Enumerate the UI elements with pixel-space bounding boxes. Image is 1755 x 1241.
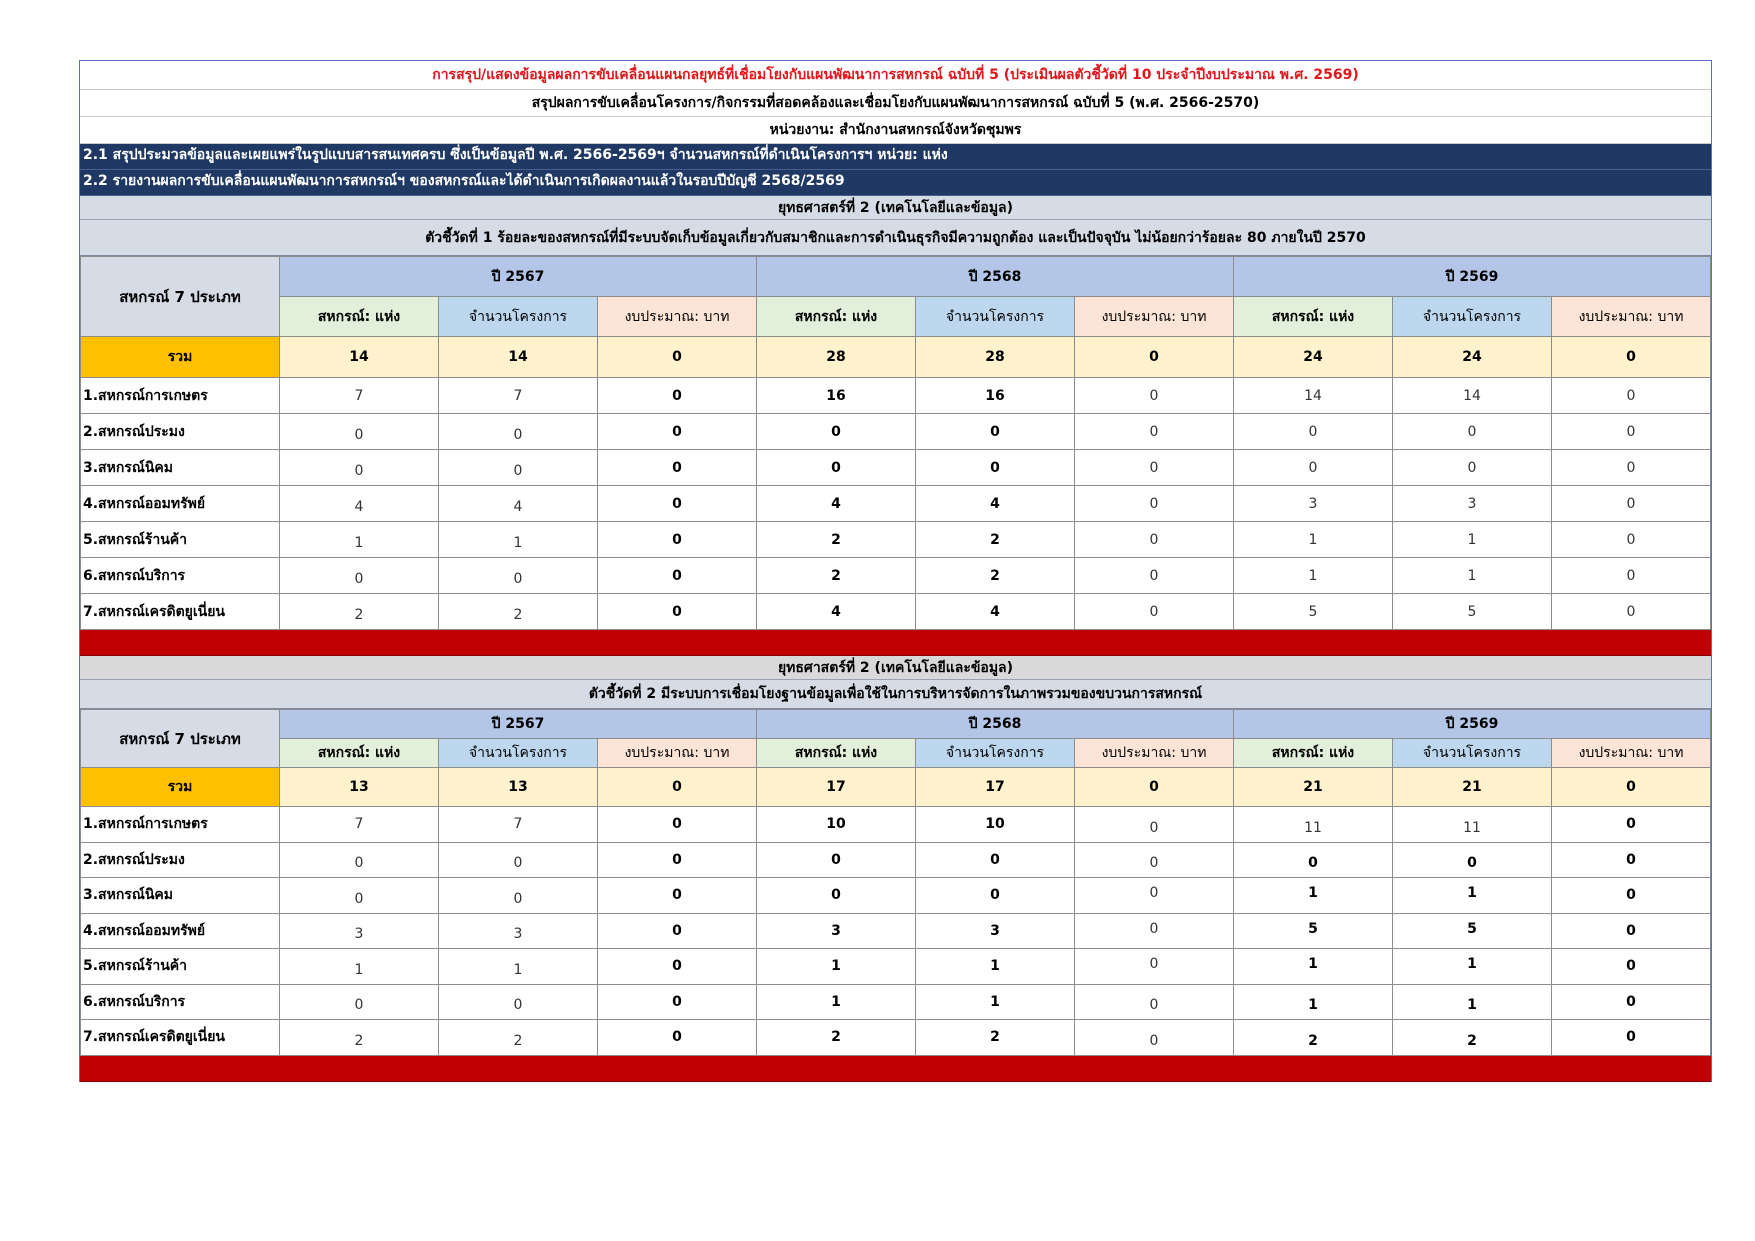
value-cell: 0 (757, 842, 916, 878)
value-cell: 0 (1393, 414, 1552, 450)
value-cell: 0 (280, 450, 439, 486)
value-cell: 0 (1075, 913, 1234, 949)
value-cell: 1 (1234, 558, 1393, 594)
value-cell: 5 (1234, 594, 1393, 630)
value-cell: 0 (1075, 878, 1234, 914)
value-cell: 3 (1234, 486, 1393, 522)
total-cell: 21 (1234, 768, 1393, 807)
value-cell: 2 (280, 594, 439, 630)
value-cell: 0 (1393, 842, 1552, 878)
sub-header-budget: งบประมาณ: บาท (1552, 297, 1711, 337)
value-cell: 0 (1552, 378, 1711, 414)
value-cell: 0 (1552, 878, 1711, 914)
coop-type-label: 7.สหกรณ์เครดิตยูเนี่ยน (81, 594, 280, 630)
section-divider-2 (80, 1056, 1711, 1082)
total-cell: 0 (598, 768, 757, 807)
total-cell: 14 (280, 337, 439, 378)
value-cell: 0 (1552, 949, 1711, 985)
value-cell: 2 (757, 522, 916, 558)
value-cell: 1 (280, 522, 439, 558)
value-cell: 5 (1234, 913, 1393, 949)
value-cell: 0 (598, 414, 757, 450)
table-row (81, 558, 1711, 594)
value-cell: 0 (598, 486, 757, 522)
coop-type-label: 4.สหกรณ์ออมทรัพย์ (81, 913, 280, 949)
value-cell: 0 (1075, 450, 1234, 486)
strategy-heading-2: ยุทธศาสตร์ที่ 2 (เทคโนโลยีและข้อมูล) (80, 656, 1711, 680)
value-cell: 4 (757, 594, 916, 630)
note-2-1: 2.1 สรุปประมวลข้อมูลและเผยแพร่ในรูปแบบสารสนเทศครบ ซึ่งเป็นข้อมูลปี พ.ศ. 2566-2569ฯ จำนวนสหกรณ์ที่ดำเนินโครงการฯ หน่วย: แห่ง (80, 144, 1711, 170)
value-cell: 0 (1075, 949, 1234, 985)
value-cell: 5 (1393, 913, 1552, 949)
type-column-header: สหกรณ์ 7 ประเภท (81, 710, 280, 768)
value-cell: 0 (1075, 558, 1234, 594)
value-cell: 0 (1075, 842, 1234, 878)
value-cell: 0 (598, 1020, 757, 1056)
value-cell: 0 (439, 558, 598, 594)
value-cell: 4 (280, 486, 439, 522)
value-cell: 0 (439, 984, 598, 1020)
value-cell: 0 (280, 414, 439, 450)
value-cell: 11 (1234, 807, 1393, 843)
total-cell: 14 (439, 337, 598, 378)
total-cell: 13 (280, 768, 439, 807)
value-cell: 1 (1393, 984, 1552, 1020)
value-cell: 0 (1552, 414, 1711, 450)
value-cell: 14 (1393, 378, 1552, 414)
value-cell: 11 (1393, 807, 1552, 843)
coop-type-label: 3.สหกรณ์นิคม (81, 450, 280, 486)
year-header-2568: ปี 2568 (757, 710, 1234, 739)
report-title: การสรุป/แสดงข้อมูลผลการขับเคลื่อนแผนกลยุทธ์ที่เชื่อมโยงกับแผนพัฒนาการสหกรณ์ ฉบับที่ 5 (ประเมินผลตัวชี้วัดที่ 10 ประจำปีงบประมาณ พ.ศ. 2569) (80, 61, 1711, 90)
value-cell: 0 (1552, 984, 1711, 1020)
value-cell: 0 (280, 984, 439, 1020)
sub-header-budget: งบประมาณ: บาท (1075, 297, 1234, 337)
value-cell: 0 (1075, 594, 1234, 630)
total-cell: 0 (1552, 768, 1711, 807)
value-cell: 0 (598, 450, 757, 486)
value-cell: 10 (916, 807, 1075, 843)
value-cell: 0 (1075, 486, 1234, 522)
value-cell: 0 (1075, 378, 1234, 414)
value-cell: 2 (916, 1020, 1075, 1056)
value-cell: 0 (1075, 807, 1234, 843)
value-cell: 1 (280, 949, 439, 985)
value-cell: 3 (916, 913, 1075, 949)
value-cell: 14 (1234, 378, 1393, 414)
value-cell: 0 (757, 450, 916, 486)
sub-header-project-count: จำนวนโครงการ (916, 297, 1075, 337)
coop-type-label: 4.สหกรณ์ออมทรัพย์ (81, 486, 280, 522)
value-cell: 0 (598, 594, 757, 630)
year-header-2569: ปี 2569 (1234, 710, 1711, 739)
sub-header-project-count: จำนวนโครงการ (916, 739, 1075, 768)
value-cell: 1 (1234, 522, 1393, 558)
value-cell: 4 (439, 486, 598, 522)
sub-header-coop-count: สหกรณ์: แห่ง (757, 297, 916, 337)
value-cell: 10 (757, 807, 916, 843)
table-row (81, 842, 1711, 878)
table-row (81, 878, 1711, 914)
table-row (81, 594, 1711, 630)
coop-type-label: 7.สหกรณ์เครดิตยูเนี่ยน (81, 1020, 280, 1056)
value-cell: 1 (1393, 949, 1552, 985)
table-row (81, 486, 1711, 522)
value-cell: 7 (280, 378, 439, 414)
table-row (81, 1020, 1711, 1056)
value-cell: 2 (757, 558, 916, 594)
value-cell: 1 (1234, 878, 1393, 914)
value-cell: 0 (598, 913, 757, 949)
sub-header-budget: งบประมาณ: บาท (598, 739, 757, 768)
value-cell: 0 (280, 878, 439, 914)
kpi1-table (80, 256, 1711, 630)
value-cell: 2 (757, 1020, 916, 1056)
table-row (81, 522, 1711, 558)
value-cell: 0 (598, 949, 757, 985)
strategy-heading-1: ยุทธศาสตร์ที่ 2 (เทคโนโลยีและข้อมูล) (80, 196, 1711, 220)
value-cell: 0 (1552, 486, 1711, 522)
sub-header-coop-count: สหกรณ์: แห่ง (757, 739, 916, 768)
total-row (81, 768, 1711, 807)
value-cell: 1 (1393, 878, 1552, 914)
table-row (81, 414, 1711, 450)
value-cell: 0 (757, 878, 916, 914)
type-column-header: สหกรณ์ 7 ประเภท (81, 257, 280, 337)
total-cell: 13 (439, 768, 598, 807)
total-cell: 0 (1075, 768, 1234, 807)
coop-type-label: 2.สหกรณ์ประมง (81, 414, 280, 450)
year-header-2567: ปี 2567 (280, 257, 757, 297)
value-cell: 0 (598, 378, 757, 414)
value-cell: 1 (916, 984, 1075, 1020)
value-cell: 0 (1075, 984, 1234, 1020)
value-cell: 0 (1552, 558, 1711, 594)
sub-header-coop-count: สหกรณ์: แห่ง (1234, 297, 1393, 337)
value-cell: 0 (916, 450, 1075, 486)
kpi-heading-2: ตัวชี้วัดที่ 2 มีระบบการเชื่อมโยงฐานข้อมูลเพื่อใช้ในการบริหารจัดการในภาพรวมของขบวนการสหกรณ์ (80, 680, 1711, 709)
total-cell: 28 (916, 337, 1075, 378)
coop-type-label: 5.สหกรณ์ร้านค้า (81, 522, 280, 558)
table-row (81, 913, 1711, 949)
value-cell: 0 (598, 522, 757, 558)
total-label: รวม (81, 337, 280, 378)
value-cell: 1 (439, 949, 598, 985)
sub-header-coop-count: สหกรณ์: แห่ง (1234, 739, 1393, 768)
table-row (81, 807, 1711, 843)
value-cell: 0 (1075, 414, 1234, 450)
year-header-2569: ปี 2569 (1234, 257, 1711, 297)
sub-header-project-count: จำนวนโครงการ (439, 739, 598, 768)
year-header-2568: ปี 2568 (757, 257, 1234, 297)
value-cell: 3 (1393, 486, 1552, 522)
value-cell: 0 (1234, 842, 1393, 878)
total-label: รวม (81, 768, 280, 807)
value-cell: 2 (280, 1020, 439, 1056)
value-cell: 3 (280, 913, 439, 949)
value-cell: 0 (916, 842, 1075, 878)
kpi-heading-1: ตัวชี้วัดที่ 1 ร้อยละของสหกรณ์ที่มีระบบจัดเก็บข้อมูลเกี่ยวกับสมาชิกและการดำเนินธุรกิจมีความถูกต้อง และเป็นปัจจุบัน ไม่น้อยกว่าร้อยละ 80 ภายในปี 2570 (80, 220, 1711, 256)
value-cell: 1 (439, 522, 598, 558)
sub-header-coop-count: สหกรณ์: แห่ง (280, 297, 439, 337)
value-cell: 5 (1393, 594, 1552, 630)
agency-label: หน่วยงาน: สำนักงานสหกรณ์จังหวัดชุมพร (80, 117, 1711, 144)
value-cell: 1 (1234, 984, 1393, 1020)
coop-type-label: 6.สหกรณ์บริการ (81, 984, 280, 1020)
value-cell: 0 (598, 558, 757, 594)
kpi2-table (80, 709, 1711, 1056)
value-cell: 0 (598, 807, 757, 843)
value-cell: 2 (916, 522, 1075, 558)
coop-type-label: 1.สหกรณ์การเกษตร (81, 807, 280, 843)
value-cell: 0 (1393, 450, 1552, 486)
sub-header-row (81, 297, 1711, 337)
value-cell: 1 (1234, 949, 1393, 985)
value-cell: 0 (916, 878, 1075, 914)
sub-header-project-count: จำนวนโครงการ (439, 297, 598, 337)
section-divider-1 (80, 630, 1711, 656)
total-cell: 21 (1393, 768, 1552, 807)
coop-type-label: 6.สหกรณ์บริการ (81, 558, 280, 594)
value-cell: 0 (1552, 1020, 1711, 1056)
report-subtitle: สรุปผลการขับเคลื่อนโครงการ/กิจกรรมที่สอดคล้องและเชื่อมโยงกับแผนพัฒนาการสหกรณ์ ฉบับที่ 5 (พ.ศ. 2566-2570) (80, 90, 1711, 117)
sub-header-project-count: จำนวนโครงการ (1393, 297, 1552, 337)
value-cell: 2 (439, 594, 598, 630)
value-cell: 16 (916, 378, 1075, 414)
value-cell: 0 (1552, 913, 1711, 949)
value-cell: 16 (757, 378, 916, 414)
report-sheet (79, 60, 1712, 1082)
value-cell: 0 (439, 414, 598, 450)
sub-header-row (81, 739, 1711, 768)
table-row (81, 378, 1711, 414)
value-cell: 2 (916, 558, 1075, 594)
value-cell: 2 (439, 1020, 598, 1056)
value-cell: 0 (439, 450, 598, 486)
sub-header-budget: งบประมาณ: บาท (1552, 739, 1711, 768)
value-cell: 1 (916, 949, 1075, 985)
value-cell: 0 (916, 414, 1075, 450)
value-cell: 2 (1234, 1020, 1393, 1056)
sub-header-budget: งบประมาณ: บาท (598, 297, 757, 337)
value-cell: 0 (598, 984, 757, 1020)
value-cell: 0 (1552, 807, 1711, 843)
value-cell: 0 (1552, 594, 1711, 630)
value-cell: 0 (280, 558, 439, 594)
value-cell: 1 (1393, 522, 1552, 558)
coop-type-label: 2.สหกรณ์ประมง (81, 842, 280, 878)
total-row (81, 337, 1711, 378)
total-cell: 17 (757, 768, 916, 807)
year-header-2567: ปี 2567 (280, 710, 757, 739)
value-cell: 3 (439, 913, 598, 949)
value-cell: 2 (1393, 1020, 1552, 1056)
value-cell: 1 (757, 949, 916, 985)
value-cell: 0 (1075, 522, 1234, 558)
value-cell: 0 (598, 878, 757, 914)
value-cell: 0 (439, 878, 598, 914)
value-cell: 7 (439, 378, 598, 414)
sub-header-project-count: จำนวนโครงการ (1393, 739, 1552, 768)
value-cell: 0 (598, 842, 757, 878)
value-cell: 7 (280, 807, 439, 843)
total-cell: 17 (916, 768, 1075, 807)
sub-header-coop-count: สหกรณ์: แห่ง (280, 739, 439, 768)
value-cell: 0 (1552, 842, 1711, 878)
value-cell: 7 (439, 807, 598, 843)
value-cell: 0 (1552, 450, 1711, 486)
note-2-2: 2.2 รายงานผลการขับเคลื่อนแผนพัฒนาการสหกรณ์ฯ ของสหกรณ์และได้ดำเนินการเกิดผลงานแล้วในรอบปีบัญชี 2568/2569 (80, 170, 1711, 196)
coop-type-label: 1.สหกรณ์การเกษตร (81, 378, 280, 414)
value-cell: 4 (916, 486, 1075, 522)
sub-header-budget: งบประมาณ: บาท (1075, 739, 1234, 768)
value-cell: 1 (1393, 558, 1552, 594)
value-cell: 0 (1075, 1020, 1234, 1056)
value-cell: 3 (757, 913, 916, 949)
value-cell: 0 (1234, 414, 1393, 450)
value-cell: 1 (757, 984, 916, 1020)
total-cell: 28 (757, 337, 916, 378)
value-cell: 4 (757, 486, 916, 522)
total-cell: 24 (1234, 337, 1393, 378)
value-cell: 0 (757, 414, 916, 450)
value-cell: 0 (1552, 522, 1711, 558)
value-cell: 4 (916, 594, 1075, 630)
table-row (81, 450, 1711, 486)
total-cell: 0 (1075, 337, 1234, 378)
value-cell: 0 (280, 842, 439, 878)
value-cell: 0 (439, 842, 598, 878)
table-row (81, 949, 1711, 985)
coop-type-label: 3.สหกรณ์นิคม (81, 878, 280, 914)
total-cell: 0 (598, 337, 757, 378)
coop-type-label: 5.สหกรณ์ร้านค้า (81, 949, 280, 985)
total-cell: 0 (1552, 337, 1711, 378)
value-cell: 0 (1234, 450, 1393, 486)
table-row (81, 984, 1711, 1020)
total-cell: 24 (1393, 337, 1552, 378)
